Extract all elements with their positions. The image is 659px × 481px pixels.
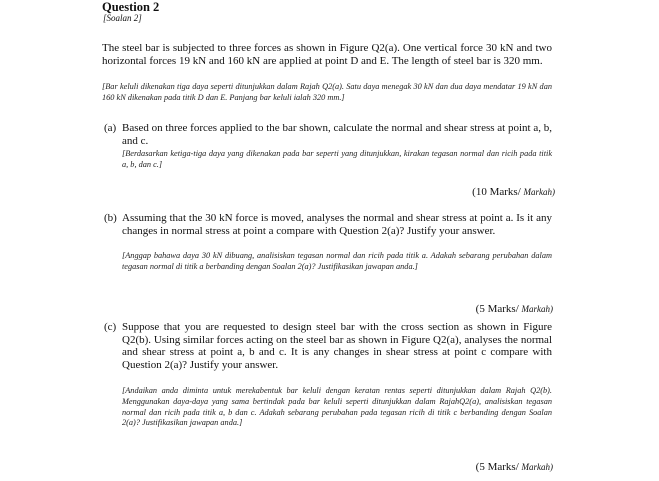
question-intro: The steel bar is subjected to three forces as shown in Figure Q2(a). One vertical force 30 kN and two horizontal forces 19 kN and 160 kN are applied at point D and E. The length of steel bar is 320 mm.	[102, 42, 552, 67]
part-c-marks	[476, 461, 553, 473]
question-subtitle: [Soalan 2]	[103, 13, 142, 23]
question-intro-translation: [Bar keluli dikenakan tiga daya seperti ditunjukkan dalam Rajah Q2(a). Satu daya menegak 30 kN dan dua daya mendatar 19 kN dan 160 kN dikenakan pada titik D dan E. Panjang bar keluli ialah 320 mm.]	[102, 82, 552, 102]
part-a-text: Based on three forces applied to the bar shown, calculate the normal and shear stress at point a, b, and c.	[122, 122, 552, 147]
part-a-translation: [Berdasarkan ketiga-tiga daya yang dikenakan pada bar seperti yang ditunjukkan, kirakan tegasan normal dan ricih pada titik a, b, dan c.]	[122, 149, 552, 169]
part-b-marks-en: (5 Marks/	[475, 303, 519, 315]
question-title: Question 2	[102, 0, 160, 14]
part-a-marks-my: Markah)	[523, 187, 555, 197]
part-a-marks-en: (10 Marks/	[472, 186, 521, 198]
part-b-translation: [Anggap bahawa daya 30 kN dibuang, analisiskan tegasan normal dan ricih pada titik a. Adakah sebarang perubahan dalam tegasan normal di titik a berbanding dengan Soalan 2(a)? Justifikasikan jawapan anda.]	[122, 251, 552, 271]
part-c-marks-en: (5 Marks/	[475, 461, 519, 473]
part-b-text: Assuming that the 30 kN force is moved, analyses the normal and shear stress at point a. Is it any changes in normal stress at point a compare with Question 2(a)? Justify your answer.	[122, 212, 552, 237]
part-a-marks	[472, 186, 555, 198]
part-b-label: (b)	[104, 212, 117, 224]
part-a-label: (a)	[104, 122, 117, 134]
part-b-marks	[476, 303, 553, 315]
part-c-translation: [Andaikan anda diminta untuk merekabentuk bar keluli dengan keratan rentas seperti ditunjukkan dalam Rajah Q2(b). Menggunakan daya-daya yang sama bertindak pada bar keluli seperti ditunjukkan dalam RajahQ2(a), analisiskan tegasan normal dan ricih pada titik a, b dan c. Adakah sebarang perubahan pada tegasan ricih di titik c berbanding dengan Soalan 2(a)? Justifikasikan jawapan anda.]	[122, 386, 552, 428]
part-c-text: Suppose that you are requested to design steel bar with the cross section as shown in Figure Q2(b). Using similar forces acting on the steel bar as shown in Figure Q2(a), analyses the normal and shear stress at point a, b and c. It is any changes in shear stress at point c compare with Question 2(a)? Justify your answer.	[122, 321, 552, 371]
part-b-marks-my: Markah)	[521, 304, 553, 314]
part-c-marks-my: Markah)	[521, 462, 553, 472]
part-c-label: (c)	[104, 321, 117, 333]
